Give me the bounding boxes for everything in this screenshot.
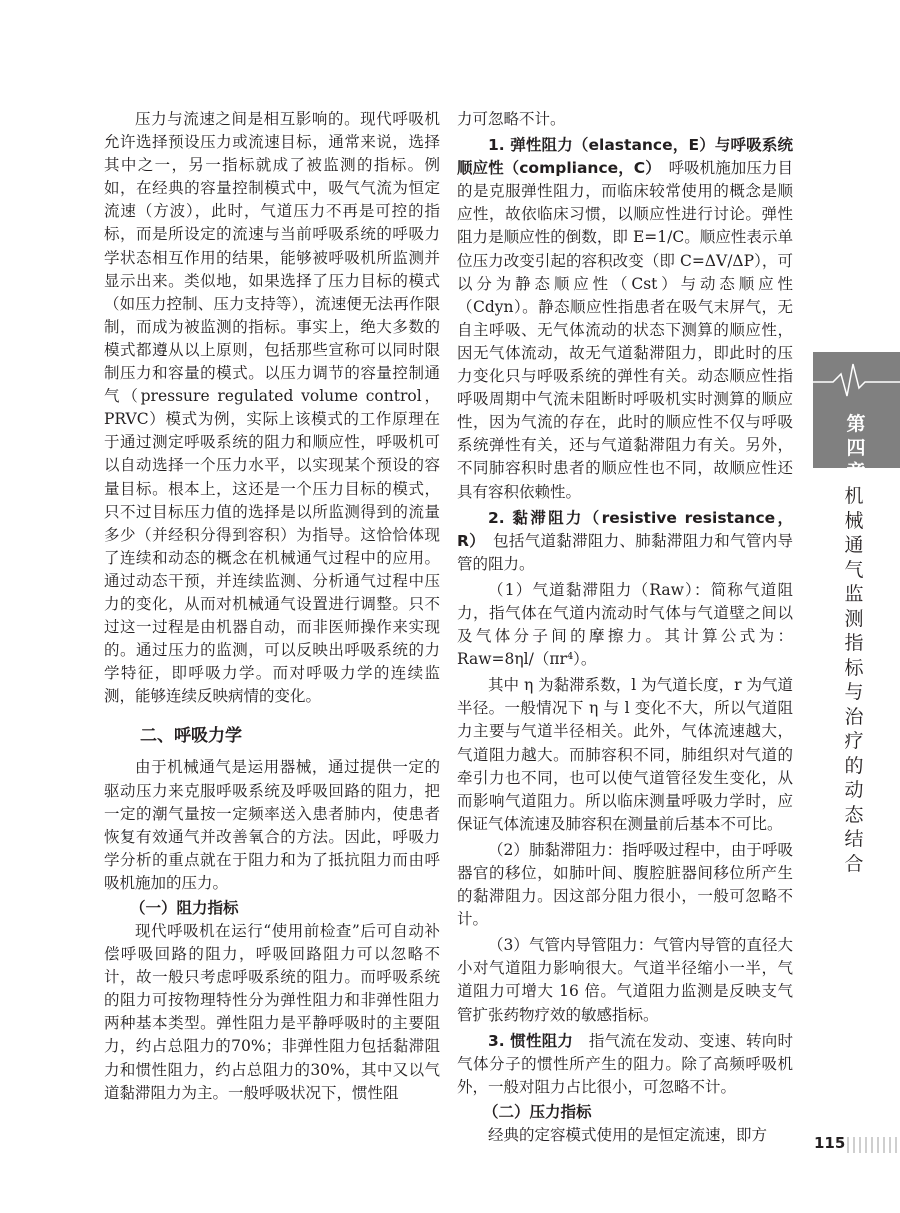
title-char: 合 — [844, 852, 864, 875]
title-char: 指 — [844, 632, 864, 654]
title-char: 通 — [844, 534, 864, 556]
left-column — [104, 108, 440, 1105]
title-char: 监 — [844, 583, 864, 605]
subsection-heading: （二）压力指标 — [483, 1102, 592, 1121]
item-text: 呼吸机施加压力目的是克服弹性阻力，而临床较常使用的概念是顺应性，故依临床习惯，以顺应性进行讨论。弹性阻力是顺应性的倒数，即 E=1/C。顺应性表示单位压力改变引起的容积改变（即 C=ΔV/ΔP），可以分为静态顺应性（Cst）与动态顺应性（Cdyn）。静态顺应性指患者在吸气末屏气，无自主呼吸、无气体流动的状态下测算的顺应性，因无气体流动，故无气道黏滞阻力，即此时的压力变化只与呼吸系统的弹性有关。动态顺应性指呼吸周期中气流未阻断时呼吸机实时测算的顺应性，因为气流的存在，此时的顺应性不仅与呼吸系统弹性有关，还与气道黏滞阻力有关。另外，不同肺容积时患者的顺应性也不同，故顺应性还具有容积依赖性。 — [457, 159, 793, 501]
paragraph — [457, 1030, 793, 1099]
page-number: 115 — [814, 1134, 846, 1152]
right-column — [457, 108, 793, 1147]
paragraph: （3）气管内导管阻力：气管内导管的直径大小对气道阻力影响很大。气道半径缩小一半，气道阻力可增大 16 倍。气道阻力监测是反映支气管扩张药物疗效的敏感指标。 — [457, 936, 793, 1024]
paragraph: 由于机械通气是运用器械，通过提供一定的驱动压力来克服呼吸系统及呼吸回路的阻力，把一定的潮气量按一定频率送入患者肺内，使患者恢复有效通气并改善氧合的方法。因此，呼吸力学分析的重点就在于阻力和为了抵抗阻力而由呼吸机施加的压力。 — [104, 758, 440, 892]
title-char: 气 — [844, 558, 864, 581]
chapter-char: 四 — [846, 437, 866, 459]
title-char: 与 — [844, 681, 864, 703]
paragraph: 经典的定容模式使用的是恒定流速，即方 — [488, 1125, 768, 1144]
title-char: 机 — [844, 485, 864, 507]
title-char: 态 — [844, 803, 864, 826]
section-heading: 二、呼吸力学 — [140, 726, 242, 747]
chapter-char: 章 — [846, 461, 866, 483]
paragraph: （1）气道黏滞阻力（Raw）：简称气道阻力，指气体在气道内流动时气体与气道壁之间以及气体分子间的摩擦力。其计算公式为：Raw=8ηl/（πr⁴）。 — [457, 580, 793, 669]
title-char: 械 — [844, 509, 864, 532]
subsection-heading: （一）阻力指标 — [130, 899, 239, 917]
title-char: 治 — [844, 705, 864, 728]
paragraph: 力可忽略不计。 — [457, 110, 566, 128]
paragraph — [457, 507, 793, 576]
chapter-char: 第 — [846, 413, 866, 435]
title-char: 测 — [844, 607, 864, 630]
item-title: 1. 弹性阻力（elastance，E）与呼吸系统顺应性（compliance，C） — [457, 136, 793, 178]
paragraph: 现代呼吸机在运行“使用前检查”后可自动补偿呼吸回路的阻力，呼吸回路阻力可以忽略不计，故一般只考虑呼吸系统的阻力。而呼吸系统的阻力可按物理特性分为弹性阻力和非弹性阻力两种基本类型。弹性阻力是平静呼吸时的主要阻力，约占总阻力的70%；非弹性阻力包括黏滞阻力和惯性阻力，约占总阻力的30%，其中又以气道黏滞阻力为主。一般呼吸状况下，惯性阻 — [104, 922, 440, 1102]
item-title: 3. 惯性阻力 — [488, 1031, 574, 1050]
title-char: 的 — [844, 754, 864, 777]
title-char: 标 — [844, 656, 864, 679]
page-number-decoration — [846, 1135, 900, 1155]
title-char: 动 — [844, 779, 864, 801]
paragraph — [457, 134, 793, 504]
chapter-title-vertical — [834, 484, 874, 876]
chapter-label — [836, 412, 876, 484]
title-char: 结 — [844, 828, 864, 850]
item-title: 2. 黏滞阻力（resistive resistance，R） — [457, 508, 793, 550]
paragraph: 其中 η 为黏滞系数，l 为气道长度，r 为气道半径。一般情况下 η 与 l 变化不大，所以气道阻力主要与气道半径相关。此外，气体流速越大，气道阻力越大。而肺容积不同，肺组织对气道的牵引力也不同，也可以使气道管径发生变化，从而影响气道阻力。所以临床测量呼吸力学时，应保证气体流速及肺容积在测量前后基本不可比。 — [457, 676, 793, 833]
item-text: 指气流在发动、变速、转向时气体分子的惯性所产生的阻力。除了高频呼吸机外，一般对阻力占比很小，可忽略不计。 — [457, 1031, 793, 1096]
title-char: 疗 — [844, 730, 864, 752]
paragraph: 压力与流速之间是相互影响的。现代呼吸机允许选择预设压力或流速目标，通常来说，选择其中之一，另一指标就成了被监测的指标。例如，在经典的容量控制模式中，吸气气流为恒定流速（方波），此时，气道压力不再是可控的指标，而是所设定的流速与当前呼吸系统的呼吸力学状态相互作用的结果，能够被呼吸机所监测并显示出来。类似地，如果选择了压力目标的模式（如压力控制、压力支持等），流速便无法再作限制，而成为被监测的指标。事实上，绝大多数的模式都遵从以上原则，包括那些宣称可以同时限制压力和容量的模式。以压力调节的容量控制通气（pressure regulated volume control，PRVC）模式为例，实际上该模式的工作原理在于通过测定呼吸系统的阻力和顺应性，呼吸机可以自动选择一个压力水平，以实现某个预设的容量目标。根本上，这还是一个压力目标的模式，只不过目标压力值的选择是以所监测得到的流量多少（并经积分得到容积）为指导。这恰恰体现了连续和动态的概念在机械通气过程中的应用。通过动态干预，并连续监测、分析通气过程中压力的变化，从而对机械通气设置进行调整。只不过这一过程是由机器自动，而非医师操作来实现的。通过压力的监测，可以反映出呼吸系统的力学特征，即呼吸力学。而对呼吸力学的连续监测，能够连续反映病情的变化。 — [104, 110, 440, 706]
paragraph: （2）肺黏滞阻力：指呼吸过程中，由于呼吸器官的移位，如肺叶间、腹腔脏器间移位所产生的黏滞阻力。因这部分阻力很小，一般可忽略不计。 — [457, 840, 793, 929]
item-text: 包括气道黏滞阻力、肺黏滞阻力和气管内导管的阻力。 — [457, 531, 793, 573]
